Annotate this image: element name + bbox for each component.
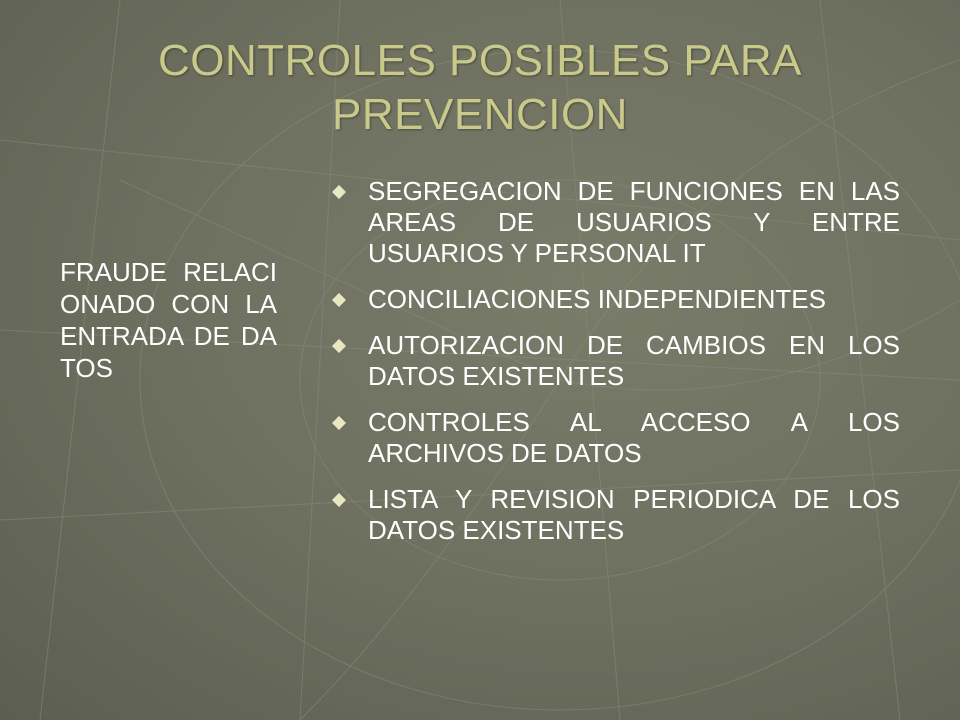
bullet-item	[330, 176, 900, 269]
bullet-text: SEGREGACION DE FUNCIONES EN LAS AREAS DE USUARIOS Y ENTRE USUARIOS Y PERSONAL IT	[368, 176, 900, 268]
bullet-text: CONCILIACIONES INDEPENDIENTES	[368, 284, 826, 314]
bullet-item	[330, 284, 900, 315]
diamond-bullet-icon	[332, 185, 346, 199]
left-text-fraud: FRAUDE RELACIONADO CON LA ENTRADA DE DATOS	[60, 257, 277, 383]
diamond-bullet-icon	[332, 339, 346, 353]
bullet-item	[330, 330, 900, 392]
bullet-text: LISTA Y REVISION PERIODICA DE LOS DATOS EXISTENTES	[368, 484, 900, 545]
bullet-text: AUTORIZACION DE CAMBIOS EN LOS DATOS EXISTENTES	[368, 330, 900, 391]
bullet-text: CONTROLES AL ACCESO A LOS ARCHIVOS DE DATOS	[368, 407, 900, 468]
diamond-bullet-icon	[332, 493, 346, 507]
bullet-list	[330, 176, 900, 561]
bullet-item	[330, 407, 900, 469]
diamond-bullet-icon	[332, 416, 346, 430]
diamond-bullet-icon	[332, 293, 346, 307]
slide-title: CONTROLES POSIBLES PARA PREVENCION	[158, 36, 802, 139]
bullet-item	[330, 484, 900, 546]
